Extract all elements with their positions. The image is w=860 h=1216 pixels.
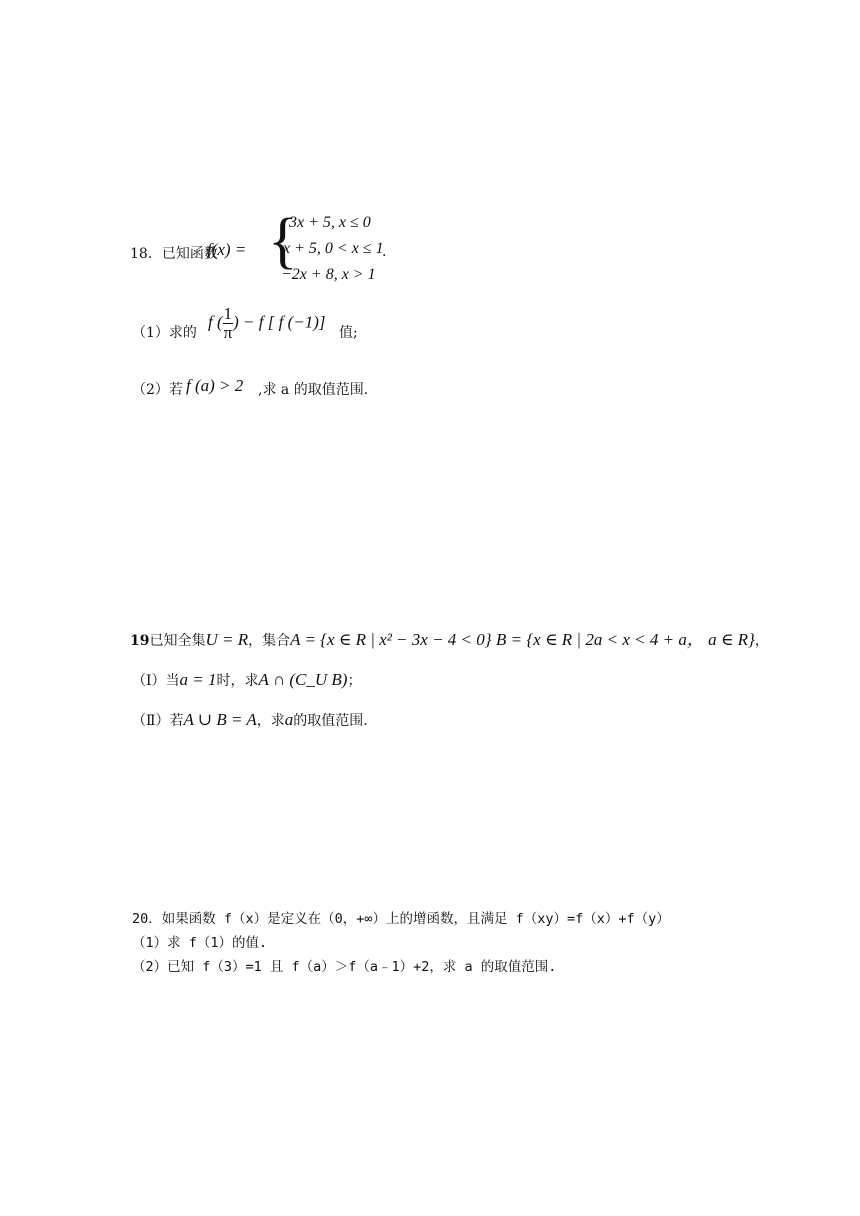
q19-part2-var: a — [284, 710, 294, 729]
q18-part2-label: （2）若 — [132, 382, 183, 398]
q18-part1-expression — [208, 305, 326, 342]
q19-part1 — [132, 670, 361, 690]
q18-part2-text: ,求 a 的取值范围. — [258, 382, 369, 398]
q19-line1-end: ， — [754, 633, 769, 649]
q18-fraction-den: π — [223, 323, 233, 342]
q20-line2: （1）求 f（1）的值. — [132, 935, 268, 951]
q19-set-A: A = {x ∈ R | x² − 3x − 4 < 0} — [290, 630, 492, 649]
q19-part2-end: 的取值范围. — [293, 713, 368, 729]
q18-part1-tail: 值; — [339, 325, 358, 341]
q18-case-2: x + 5, 0 < x ≤ 1 — [283, 240, 384, 257]
q18-fraction-num: 1 — [223, 304, 233, 323]
q19-part1-text: 时，求 — [216, 673, 259, 689]
q19-number: 19 — [130, 633, 150, 649]
q18-trailing-dot: . — [382, 244, 387, 260]
q19-universal-set: U = R — [205, 630, 249, 649]
q19-line1-b: ，集合 — [248, 633, 291, 649]
q19-line1 — [130, 625, 769, 650]
q20-line1: 20．如果函数 f（x）是定义在（0，+∞）上的增函数，且满足 f（xy）=f（x）+f（y） — [132, 911, 670, 927]
q19-part1-end: ； — [347, 673, 362, 689]
q19-part2 — [132, 710, 368, 730]
q19-part1-expr: A ∩ (C_U B) — [258, 670, 348, 689]
q18-part2-math: f (a) > 2 — [186, 376, 244, 395]
q18-stem — [130, 243, 218, 263]
q18-number: 18． — [130, 246, 162, 262]
q18-fraction — [223, 305, 234, 342]
q19-part1-label: （Ⅰ）当 — [132, 673, 180, 689]
q18-function-name: f(x) = — [207, 240, 247, 259]
q20-line3: （2）已知 f（3）=1 且 f（a）＞f（a﹣1）+2，求 a 的取值范围. — [132, 959, 557, 975]
q18-left-brace: { — [268, 207, 298, 275]
q19-line1-a: 已知全集 — [149, 633, 206, 649]
q18-part1-label: （1）求的 — [132, 325, 197, 341]
q18-part1-f: f ( — [208, 312, 223, 332]
q18-stem-text: 已知函数 — [161, 246, 218, 262]
q18-case-1: 3x + 5, x ≤ 0 — [289, 214, 371, 231]
q18-part1-rest: ) − f [ f (−1)] — [233, 312, 326, 332]
q18-case-3: −2x + 8, x > 1 — [281, 266, 376, 283]
q19-part2-text: ，求 — [256, 713, 285, 729]
q19-set-B: B = {x ∈ R | 2a < x < 4 + a， a ∈ R} — [496, 630, 755, 649]
q19-part2-label: （Ⅱ）若 — [132, 713, 184, 729]
q19-part1-cond: a = 1 — [179, 670, 217, 689]
q19-part2-cond: A ∪ B = A — [183, 710, 257, 729]
